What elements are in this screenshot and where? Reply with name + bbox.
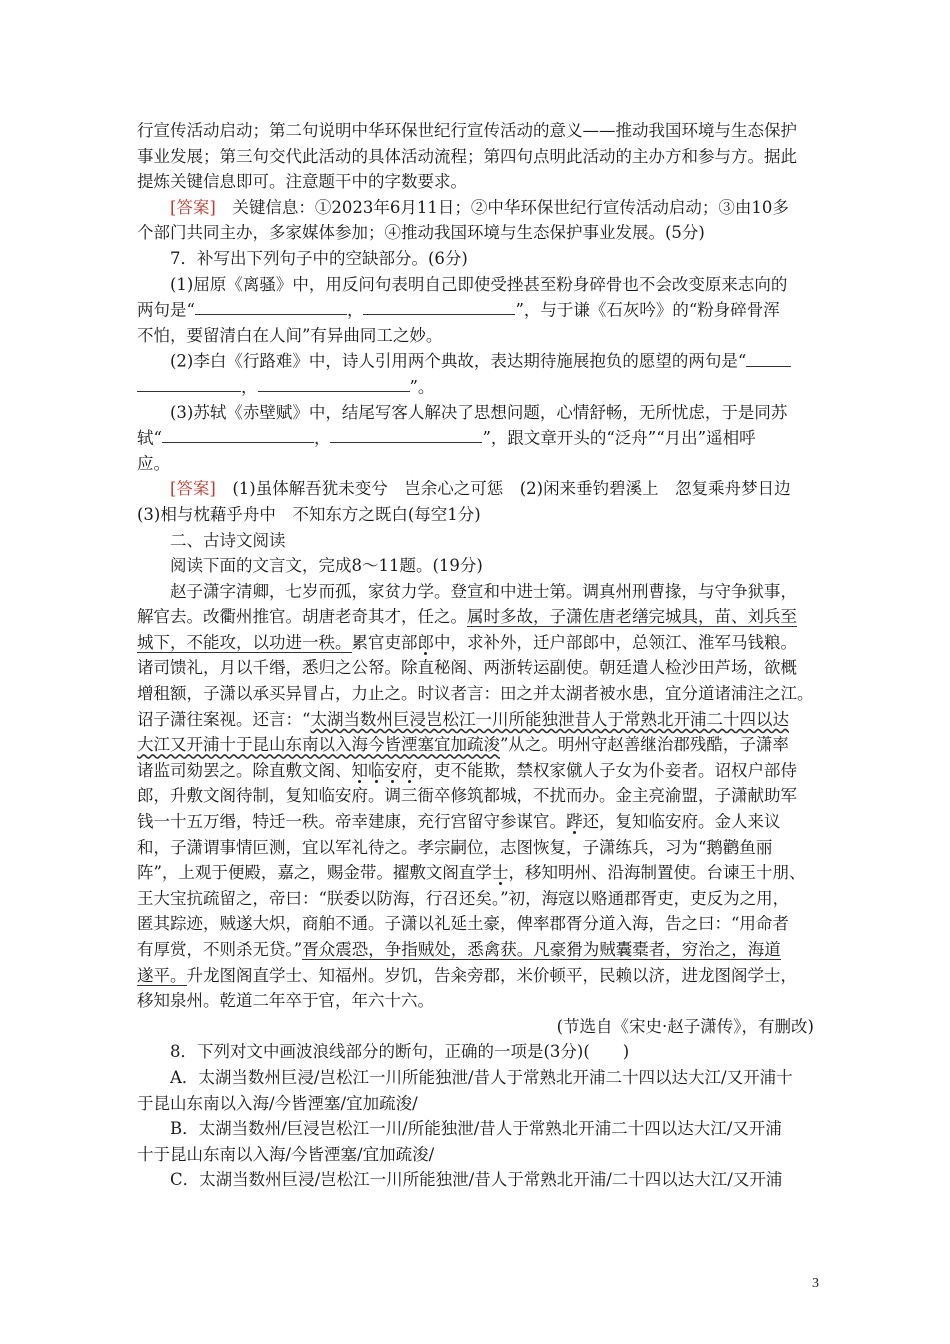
passage-line: 赵子潇字清卿，七岁而孤，家贫力学。登宣和中进士第。调真州刑曹掾，与守争狱事， — [170, 581, 797, 601]
passage-line: 钱一十五万缗，特迁一秩。帝幸建康，充行宫留守参谋官。跸还，复知临安府。金人来议 — [137, 812, 781, 832]
question-7-part-3: 应。 — [137, 453, 170, 473]
passage-line: 阵”，上观于便殿，嘉之，赐金带。擢敷文阁直学士，移知明州、沿海制置使。台谏王十朋、 — [137, 863, 806, 883]
dotted-character: 士 — [491, 863, 509, 883]
passage-line: 解官去。改衢州推官。胡唐老奇其才，任之。属时多故，子潇佐唐老缮完城具，苗、刘兵至 — [137, 607, 797, 627]
fill-blank[interactable] — [363, 297, 515, 315]
intro-line: 事业发展；第三句交代此活动的具体活动流程；第四句点明此活动的主办方和参与方。据此 — [137, 146, 797, 166]
underlined-sentence: 胥众震恐，争指贼处，悉禽获。凡豪猾为贼囊橐者，穷治之，海道 — [302, 940, 781, 959]
answer-7: [答案] (1)虽体解吾犹未变兮 岂余心之可惩 (2)闲来垂钓碧溪上 忽复乘舟梦日边 — [170, 479, 791, 499]
underlined-sentence: 遂平。 — [137, 965, 187, 985]
fill-blank[interactable] — [258, 374, 410, 392]
question-7-part-2: ， ”。 — [137, 374, 814, 400]
underlined-sentence: 属时多故，子潇佐唐老缮完城具，苗、刘兵至 — [467, 607, 797, 627]
passage-line: 诸监司劾罢之。除直敷文阁、知临安府，吏不能欺，禁权家僦人子女为仆妾者。诏权户部侍 — [137, 760, 797, 780]
wavy-underlined-text: 太湖当数州巨浸岂松江一川所能独泄昔人于常熟北开浦二十四以达 — [310, 709, 789, 729]
section-title: 二、古诗文阅读 — [170, 530, 286, 550]
dotted-character: 府 — [401, 760, 418, 780]
question-7-part-3: (3)苏轼《赤壁赋》中，结尾写客人解决了思想问题，心情舒畅，无所忧虑，于是同苏 — [170, 402, 788, 422]
fill-blank[interactable] — [330, 425, 482, 443]
question-8-title: 8．下列对文中画波浪线部分的断句，正确的一项是(3分)( ) — [170, 1042, 630, 1062]
page-number: 3 — [812, 1276, 819, 1291]
fill-blank[interactable] — [746, 348, 791, 366]
intro-line: 提炼关键信息即可。注意题干中的字数要求。 — [137, 172, 467, 192]
passage-line: 诏子潇往案视。还言：“太湖当数州巨浸岂松江一川所能独泄昔人于常熟北开浦二十四以达 — [137, 709, 789, 729]
answer-6-cont: 个部门共同主办，多家媒体参加；④推动我国环境与生态保护事业发展。(5分) — [137, 223, 705, 243]
underlined-sentence: 城下，不能攻，以功进一秩。 — [137, 632, 352, 652]
option-b[interactable]: B．太湖当数州/巨浸岂松江一川/所能独泄/昔人于常熟北开浦二十四以达大江/又开浦 — [170, 1119, 782, 1139]
passage-line: 王大宝抗疏留之，帝曰：“朕委以防海，行召还矣。”初，海寇以赂通郡胥吏，吏反为之用， — [137, 888, 790, 908]
answer-tag: [答案] — [170, 197, 216, 217]
passage-line: 增租额，子潇以承买异冒占，力止之。时议者言：田之并太湖者被水患，宜分道诸浦注之江。 — [137, 684, 814, 704]
passage-line: 郎，升敷文阁待制，复知临安府。调三衙卒修筑都城，不扰而办。金主亮渝盟，子潇献助军 — [137, 786, 797, 806]
option-c[interactable]: C．太湖当数州巨浸/岂松江一川所能独泄/昔人于常熟北开浦/二十四以达大江/又开浦 — [170, 1170, 783, 1190]
question-7-part-2: (2)李白《行路难》中，诗人引用两个典故，表达期待施展抱负的愿望的两句是“ — [137, 348, 814, 374]
dotted-character: 郎 — [417, 632, 434, 652]
option-a-cont[interactable]: 于昆山东南以入海/今皆湮塞/宜加疏浚/ — [137, 1093, 418, 1113]
passage-line: 大江又开浦十于昆山东南以入海今皆湮塞宜加疏浚”从之。明州守赵善继治郡残酷，子潇率 — [137, 735, 789, 755]
passage-line: 诸司馈礼，月以千缗，悉归之公帑。除直秘阁、两浙转运副使。朝廷遣人检沙田芦场，欲概 — [137, 658, 797, 678]
wavy-underlined-text: 大江又开浦十于昆山东南以入海今皆湮塞宜加疏浚 — [137, 735, 500, 755]
fill-blank[interactable] — [162, 425, 314, 443]
question-7-part-1: 不怕，要留清白在人间”有异曲同工之妙。 — [137, 325, 443, 345]
document-page — [137, 118, 814, 1193]
option-a[interactable]: A．太湖当数州巨浸/岂松江一川所能独泄/昔人于常熟北开浦二十四以达大江/又开浦十 — [170, 1067, 793, 1087]
dotted-character: 知 — [351, 760, 368, 780]
passage-line: 移知泉州。乾道二年卒于官，年六十六。 — [137, 991, 434, 1011]
answer-tag: [答案] — [170, 479, 216, 499]
dotted-character: 安 — [384, 760, 401, 780]
section-instruction: 阅读下面的文言文，完成8～11题。(19分) — [170, 556, 483, 576]
dotted-character: 临 — [368, 760, 385, 780]
fill-blank[interactable] — [195, 297, 347, 315]
passage-source: (节选自《宋史·赵子潇传》，有删改) — [556, 1016, 814, 1036]
question-7-part-1: 两句是“ ， ”，与于谦《石灰吟》的“粉身碎骨浑 — [137, 297, 814, 323]
question-7-part-1: (1)屈原《离骚》中，用反问句表明自己即使受挫甚至粉身碎骨也不会改变原来志向的 — [170, 274, 788, 294]
question-7-part-3: 轼“ ， ”，跟文章开头的“泛舟”“月出”遥相呼 — [137, 425, 814, 451]
intro-line: 行宣传活动启动；第二句说明中华环保世纪行宣传活动的意义——推动我国环境与生态保护 — [137, 121, 797, 140]
passage-line: 城下，不能攻，以功进一秩。累官吏部郎中，求补外，迁户部郎中，总领江、淮军马钱粮。 — [137, 632, 797, 652]
question-7-title: 7．补写出下列句子中的空缺部分。(6分) — [170, 248, 468, 268]
fill-blank[interactable] — [137, 374, 241, 392]
answer-7-cont: (3)相与枕藉乎舟中 不知东方之既白(每空1分) — [137, 504, 481, 524]
answer-6: [答案] 关键信息：①2023年6月11日；②中华环保世纪行宣传活动启动；③由10多 — [170, 197, 789, 217]
passage-line: 和，子潇谓事情叵测，宜以军礼待之。孝宗嗣位，志图恢复，子潇练兵，习为“鹅鹳鱼丽 — [137, 837, 773, 857]
passage-line: 遂平。升龙图阁直学士、知福州。岁饥，告籴旁郡，米价顿平，民赖以济，进龙图阁学士， — [137, 965, 797, 985]
option-b-cont[interactable]: 十于昆山东南以入海/今皆湮塞/宜加疏浚/ — [137, 1144, 435, 1164]
dotted-character: 跸 — [566, 812, 583, 832]
passage-line: 有厚赏，不则杀无贷。”胥众震恐，争指贼处，悉禽获。凡豪猾为贼囊橐者，穷治之，海道 — [137, 940, 781, 959]
passage-line: 匿其踪迹，贼遂大炽，商舶不通。子潇以礼延土豪，俾率郡胥分道入海，告之曰：“用命者 — [137, 914, 789, 934]
